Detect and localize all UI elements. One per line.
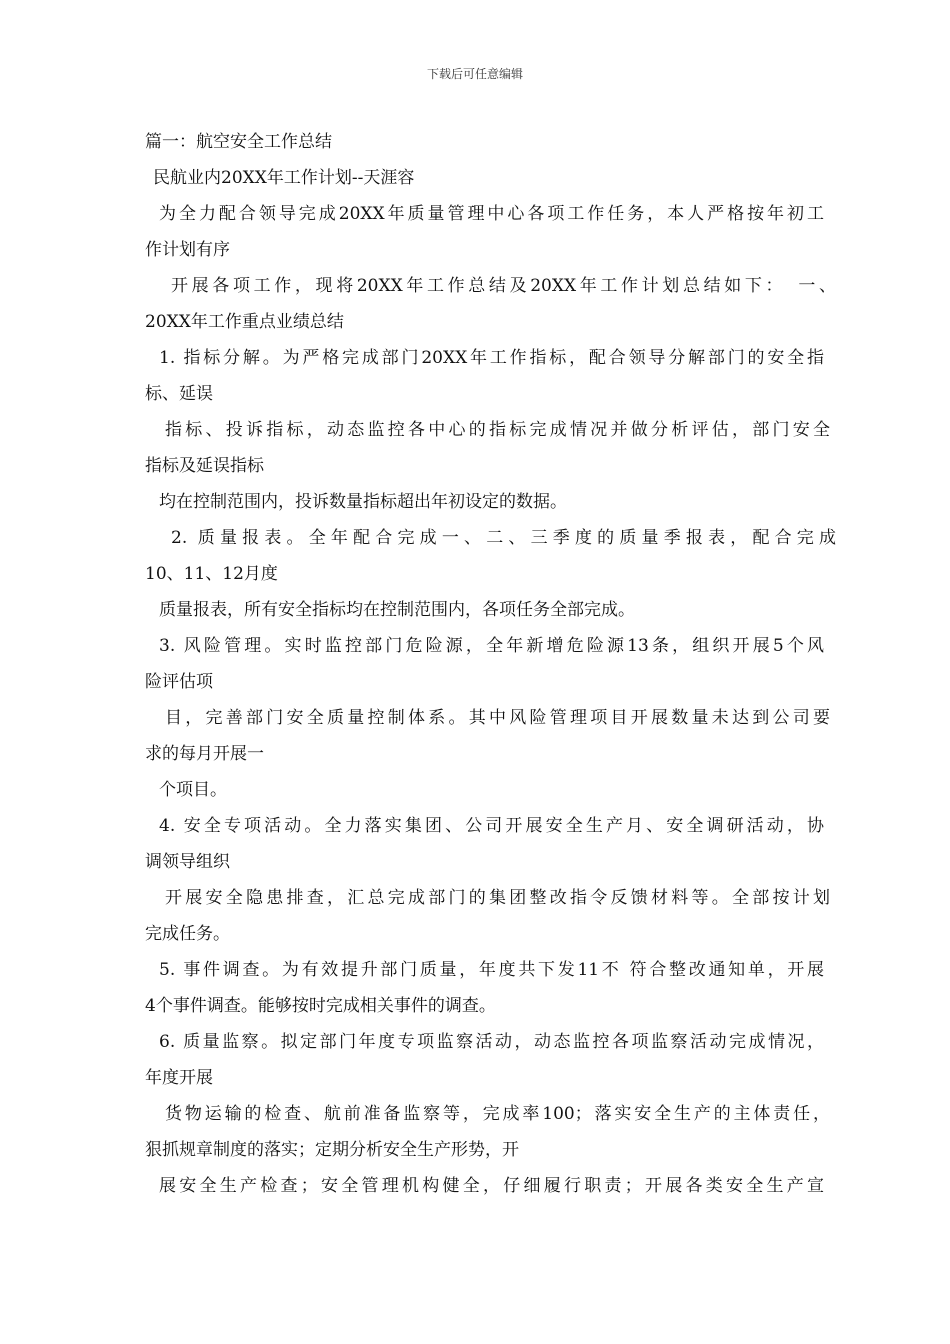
paragraph-line: 调领导组织 bbox=[145, 852, 230, 872]
paragraph-line: 开展安全隐患排查，汇总完成部门的集团整改指令反馈材料等。全部按计划 bbox=[165, 888, 830, 908]
paragraph-line: 4. 安全专项活动。全力落实集团、公司开展安全生产月、安全调研活动，协 bbox=[159, 816, 824, 836]
paragraph-line: 5. 事件调查。为有效提升部门质量，年度共下发11不 符合整改通知单，开展 bbox=[159, 960, 824, 980]
paragraph-line: 目，完善部门安全质量控制体系。其中风险管理项目开展数量未达到公司要 bbox=[165, 708, 830, 728]
paragraph-line: 10、11、12月度 bbox=[145, 564, 278, 584]
paragraph-line: 4个事件调查。能够按时完成相关事件的调查。 bbox=[145, 996, 496, 1016]
doc-subtitle: 民航业内20XX年工作计划--天涯容 bbox=[153, 168, 415, 188]
page-header: 下载后可任意编辑 bbox=[426, 67, 523, 81]
paragraph-line: 展安全生产检查；安全管理机构健全，仔细履行职责；开展各类安全生产宣 bbox=[159, 1176, 824, 1196]
paragraph-line: 6. 质量监察。拟定部门年度专项监察活动，动态监控各项监察活动完成情况， bbox=[159, 1032, 824, 1052]
paragraph-line: 20XX年工作重点业绩总结 bbox=[145, 312, 344, 332]
paragraph-line: 完成任务。 bbox=[145, 924, 230, 944]
paragraph-line: 1. 指标分解。为严格完成部门20XX年工作指标，配合领导分解部门的安全指 bbox=[159, 348, 824, 368]
paragraph-line: 个项目。 bbox=[159, 780, 227, 800]
paragraph-line: 求的每月开展一 bbox=[145, 744, 264, 764]
paragraph-line: 指标、投诉指标，动态监控各中心的指标完成情况并做分析评估，部门安全 bbox=[165, 420, 830, 440]
paragraph-line: 狠抓规章制度的落实；定期分析安全生产形势，开 bbox=[145, 1140, 519, 1160]
paragraph-line: 险评估项 bbox=[145, 672, 213, 692]
paragraph-line: 2. 质量报表。全年配合完成一、二、三季度的质量季报表，配合完成 bbox=[171, 528, 836, 548]
paragraph-line: 指标及延误指标 bbox=[145, 456, 264, 476]
paragraph-line: 3. 风险管理。实时监控部门危险源，全年新增危险源13条，组织开展5个风 bbox=[159, 636, 824, 656]
paragraph-line: 作计划有序 bbox=[145, 240, 230, 260]
paragraph-line: 均在控制范围内，投诉数量指标超出年初设定的数据。 bbox=[159, 492, 567, 512]
paragraph-line: 开展各项工作，现将20XX年工作总结及20XX年工作计划总结如下： 一、 bbox=[171, 276, 836, 296]
paragraph-line: 质量报表，所有安全指标均在控制范围内，各项任务全部完成。 bbox=[159, 600, 635, 620]
paragraph-line: 标、延误 bbox=[145, 384, 213, 404]
document-body bbox=[145, 124, 836, 1204]
doc-title: 篇一：航空安全工作总结 bbox=[145, 132, 332, 152]
paragraph-line: 年度开展 bbox=[145, 1068, 213, 1088]
paragraph-line: 货物运输的检查、航前准备监察等，完成率100；落实安全生产的主体责任， bbox=[165, 1104, 830, 1124]
paragraph-line: 为全力配合领导完成20XX年质量管理中心各项工作任务，本人严格按年初工 bbox=[159, 204, 824, 224]
